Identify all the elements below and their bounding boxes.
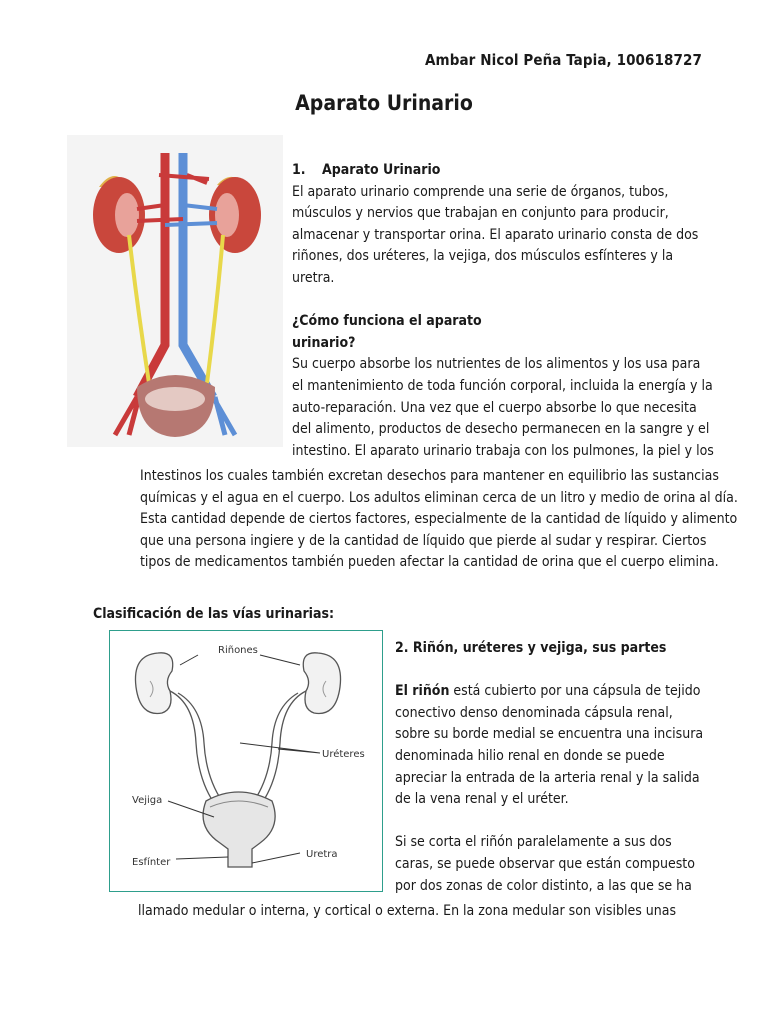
- page-title: Aparato Urinario: [295, 91, 473, 115]
- urinary-system-illustration: [67, 135, 283, 447]
- question-heading-line: ¿Cómo funciona el aparato: [292, 313, 482, 330]
- body-line: El riñón está cubierto por una cápsula de tejido: [395, 683, 701, 700]
- labeled-urinary-diagram: [109, 630, 383, 892]
- label-sphincter: Esfínter: [132, 857, 171, 868]
- label-ureters: Uréteres: [322, 749, 365, 760]
- body-line: riñones, dos uréteres, la vejiga, dos músculos esfínteres y la: [292, 248, 674, 265]
- body-line: auto-reparación. Una vez que el cuerpo absorbe lo que necesita: [292, 399, 697, 416]
- body-line: el mantenimiento de toda función corporal, incluida la energía y la: [292, 377, 713, 394]
- body-line: que una persona ingiere y de la cantidad de líquido que pierde al sudar y respirar. Ciertos: [140, 532, 707, 549]
- body-line: uretra.: [292, 269, 335, 286]
- section-2-text: [395, 638, 704, 897]
- body-line: del alimento, productos de desecho permanecen en la sangre y el: [292, 421, 710, 438]
- body-line: intestino. El aparato urinario trabaja con los pulmones, la piel y los: [292, 442, 714, 459]
- section-1-heading: 1. Aparato Urinario: [292, 162, 441, 178]
- question-heading-line: urinario?: [292, 334, 356, 351]
- body-line: sobre su borde medial se encuentra una incisura: [395, 726, 704, 743]
- section-2-wide-text: [138, 901, 698, 923]
- body-line: químicas y el agua en el cuerpo. Los adultos eliminan cerca de un litro y medio de orina al día.: [140, 489, 738, 506]
- label-urethra: Uretra: [306, 849, 338, 860]
- author-line: Ambar Nicol Peña Tapia, 100618727: [425, 51, 702, 69]
- classification-heading: Clasificación de las vías urinarias:: [93, 606, 335, 622]
- section-2-heading: 2. Riñón, uréteres y vejiga, sus partes: [395, 640, 667, 656]
- section-1-text: [292, 160, 714, 462]
- body-line: almacenar y transportar orina. El aparato urinario consta de dos: [292, 226, 699, 243]
- body-line: Su cuerpo absorbe los nutrientes de los alimentos y los usa para: [292, 356, 701, 373]
- body-line: apreciar la entrada de la arteria renal y la salida: [395, 769, 700, 786]
- question-wide-text: [140, 466, 738, 574]
- body-line: Intestinos los cuales también excretan desechos para mantener en equilibrio las sustancias: [140, 468, 719, 484]
- body-line: por dos zonas de color distinto, a las que se ha: [395, 877, 692, 894]
- body-line: de la vena renal y el uréter.: [395, 791, 569, 808]
- body-line: Esta cantidad depende de ciertos factores, especialmente de la cantidad de líquido y alimento: [140, 511, 738, 528]
- body-line: llamado medular o interna, y cortical o externa. En la zona medular son visibles unas: [138, 903, 677, 919]
- body-line: caras, se puede observar que están compuesto: [395, 855, 695, 872]
- body-line: denominada hilio renal en donde se puede: [395, 747, 665, 764]
- body-line: músculos y nervios que trabajan en conjunto para producir,: [292, 205, 669, 222]
- body-line: El aparato urinario comprende una serie de órganos, tubos,: [292, 183, 669, 200]
- label-kidneys: Riñones: [218, 645, 258, 656]
- label-bladder: Vejiga: [132, 795, 163, 806]
- body-line: Si se corta el riñón paralelamente a sus dos: [395, 834, 672, 851]
- body-line: conectivo denso denominada cápsula renal,: [395, 704, 673, 721]
- body-line: tipos de medicamentos también pueden afectar la cantidad de orina que el cuerpo elimina.: [140, 554, 719, 571]
